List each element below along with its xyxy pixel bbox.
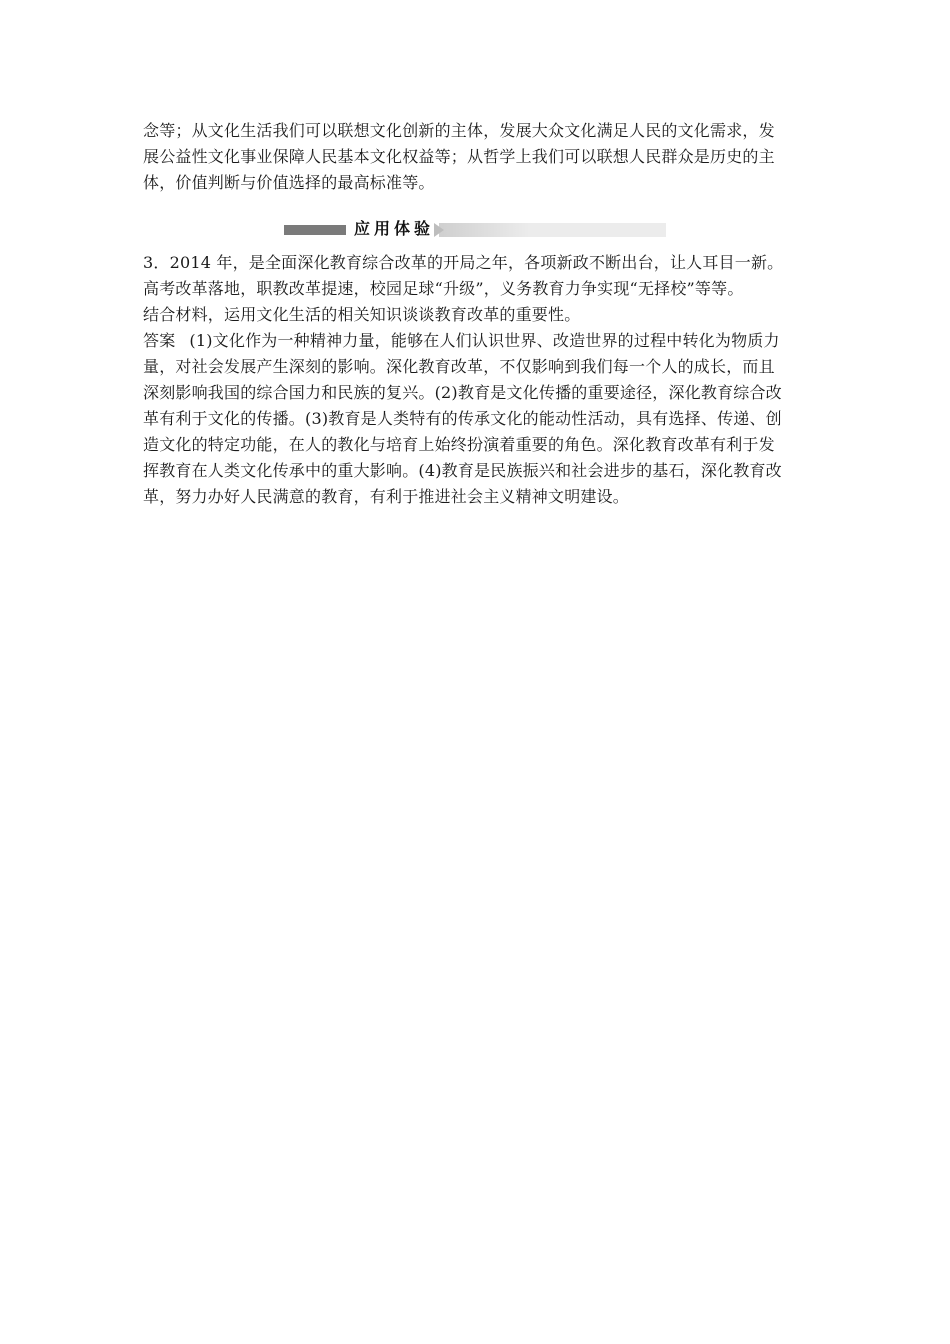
question-paragraph [143, 250, 808, 328]
answer-first-line [143, 328, 808, 354]
answer-line: 革有利于文化的传播。(3)教育是人类特有的传承文化的能动性活动，具有选择、传递、创 [143, 409, 782, 428]
intro-line: 展公益性文化事业保障人民基本文化权益等；从哲学上我们可以联想人民群众是历史的主 [143, 147, 775, 166]
answer-line: 革，努力办好人民满意的教育，有利于推进社会主义精神文明建设。 [143, 487, 630, 506]
answer-line: 量，对社会发展产生深刻的影响。深化教育改革，不仅影响到我们每一个人的成长，而且 [143, 357, 775, 376]
banner-arrow-icon [434, 223, 444, 237]
section-banner [284, 219, 666, 238]
section-title: 应用体验 [354, 219, 435, 238]
answer-line: 造文化的特定功能，在人的教化与培育上始终扮演着重要的角色。深化教育改革有利于发 [143, 435, 775, 454]
intro-line: 念等；从文化生活我们可以联想文化创新的主体，发展大众文化满足人民的文化需求，发 [143, 121, 775, 140]
question-line: 3．2014 年，是全面深化教育综合改革的开局之年，各项新政不断出台，让人耳目一新。 [143, 253, 784, 272]
answer-line: 深刻影响我国的综合国力和民族的复兴。(2)教育是文化传播的重要途径，深化教育综合改 [143, 383, 782, 402]
question-line: 结合材料，运用文化生活的相关知识谈谈教育改革的重要性。 [143, 305, 581, 324]
document-page [143, 118, 808, 510]
intro-line: 体，价值判断与价值选择的最高标准等。 [143, 173, 435, 192]
answer-paragraph [143, 328, 808, 510]
answer-line: (1)文化作为一种精神力量，能够在人们认识世界、改造世界的过程中转化为物质力 [189, 331, 780, 350]
intro-paragraph [143, 118, 808, 196]
answer-line: 挥教育在人类文化传承中的重大影响。(4)教育是民族振兴和社会进步的基石，深化教育改 [143, 461, 782, 480]
question-line: 高考改革落地，职教改革提速，校园足球“升级”，义务教育力争实现“无择校”等等。 [143, 279, 744, 298]
banner-right-bar [439, 223, 666, 237]
answer-label: 答案 [143, 331, 176, 350]
banner-left-bar [284, 225, 346, 235]
